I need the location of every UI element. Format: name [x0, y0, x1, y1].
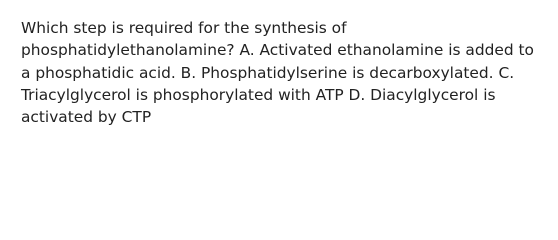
question-text: Which step is required for the synthesis of phosphatidylethanolamine? A. Activated ethanolamine is added to a phosphatidic acid. B. Phosphatidylserine is decarboxylated. C. Triacylglycerol is phosphorylated with ATP D. Diacylglycerol is activated by CTP: [21, 19, 534, 127]
